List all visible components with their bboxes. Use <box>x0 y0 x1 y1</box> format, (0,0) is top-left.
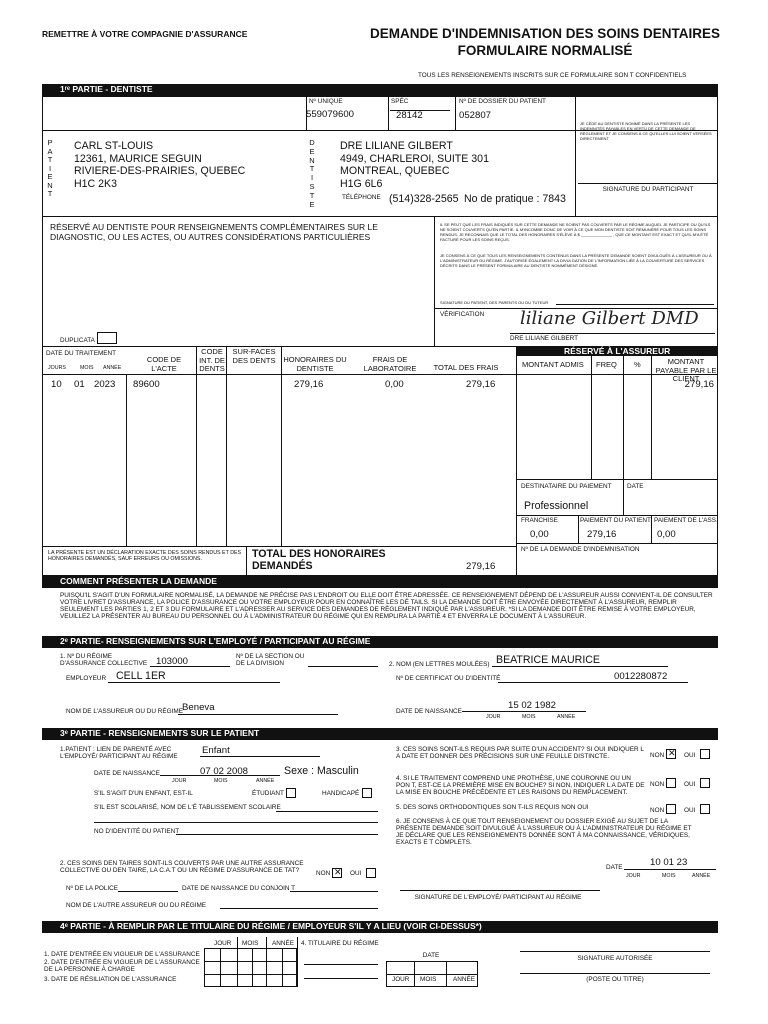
p4-jour: JOUR <box>214 940 232 947</box>
col-freq: FREQ <box>596 360 617 369</box>
part1.dentist_lines-line: MONTREAL, QUEBEC <box>340 165 450 177</box>
p3-date-mois: MOIS <box>662 873 676 879</box>
part1.dentiste_vertical-line: T <box>309 190 315 200</box>
etudiant-checkbox[interactable] <box>286 788 296 798</box>
p3-annee: ANNÉE <box>256 778 275 784</box>
col-date-traitement: DATE DU TRAITEMENT <box>46 350 117 357</box>
col-honoraires: HONORAIRES DU DENTISTE <box>283 355 347 373</box>
spec-value[interactable]: 28142 <box>396 110 423 121</box>
lien-value[interactable]: Enfant <box>202 745 230 756</box>
destinataire-value[interactable]: Professionnel <box>524 500 589 512</box>
verification-label: VÉRIFICATION <box>440 311 485 318</box>
p4-signature-label: SIGNATURE AUTORISÉE <box>577 955 653 962</box>
row-frais-labo[interactable]: 0,00 <box>385 379 404 390</box>
part1.patient_vertical-line: A <box>47 146 53 156</box>
col-annee: ANNÉE <box>103 365 122 371</box>
q4-oui-label: OUI <box>684 781 696 788</box>
naissance-label: DATE DE NAISSANCE <box>396 708 462 715</box>
form-title-line1: DEMANDE D'INDEMNISATION DES SOINS DENTAIRES <box>370 26 720 41</box>
franchise-label: FRANCHISE <box>521 517 558 524</box>
part1.patient_lines-line: CARL ST-LOUIS <box>74 140 154 152</box>
part1.dentiste_vertical-line: D <box>309 138 315 147</box>
part1.dentiste_vertical-line: E <box>309 199 315 209</box>
p3-date-label: DATE <box>606 864 623 871</box>
p3-date-annee: ANNÉE <box>692 873 711 879</box>
part1-bar: 1ʳᵉ PARTIE - DENTISTE <box>42 84 718 96</box>
employeur-label: EMPLOYEUR <box>66 675 107 682</box>
p4-annee: ANNÉE <box>272 940 295 947</box>
assureur-label: NOM DE L'ASSUREUR OU DU RÉGIME <box>66 708 183 715</box>
howto-bar: COMMENT PRÉSENTER LA DEMANDE <box>42 576 718 588</box>
howto-text: PUISQU'IL S'AGIT D'UN FORMULAIRE NORMALISÉ, LA DEMANDE NE PRÉCISE PAS L'ENDROIT OU ELLE DOIT ÊTRE ADRESSÉE. CE RENSEIGNEMENT DÉPEND DE L'ASSUREUR AUSSI CONVIENT-IL DE CONSULTER VOTRE LIVRET D'ASSURANCE, LA POLICE D'ASSURANCE OU VOTRE EMPLOYEUR POUR EN CONNAÎTRE LES DÉ TAILS. SI LA DEMANDE DOIT ÊTRE ENVOYÉE DIRECTEMENT À L'ASSUREUR, REMPLIR SEULEMENT LES PARTIES 1, 2 ET 3 DU FORMULAIRE ET L'ADRESSER AU SERVICE DES DEMANDES DE RÈGLEMENT INDIQUÉ PAR L'ASSUREUR. *SI LA DEMANDE DOIT ÊTRE REMISE À VOTRE EMPLOYEUR, VEUILLEZ LA PRÉSENTER AU BUREAU DU PERSONNEL OU À L'ADMINISTRATEUR DU RÉGIME QUI EN REMPLIRA LA PARTIE 4 ET ENVERRA LE DOCUMENT À L'ASSUREUR. <box>60 592 713 620</box>
question-3: 3. CES SOINS SONT-ILS REQUIS PAR SUITE D'UN ACCIDENT? SI OUI INDIQUER L A DATE ET DONNER DES PRÉCISIONS SUR UNE FEUILLE DISTINCTE. <box>396 746 644 760</box>
declaration-text: LA PRÉSENTE EST UN DÉCLARATION EXACTE DES SOINS RENDUS ET DES HONORAIRES DEMANDÉS, SAUF ERREURS OU OMISSIONS. <box>48 550 242 562</box>
etudiant-label: ÉTUDIANT <box>252 790 284 797</box>
q2-oui-label: OUI <box>350 870 362 877</box>
p2-jour: JOUR <box>486 714 501 720</box>
p4-line3: 3. DATE DE RÉSILIATION DE L'ASSURANCE <box>44 976 177 983</box>
p4-line1: 1. DATE D'ENTRÉE EN VIGUEUR DE L'ASSURANCE <box>44 951 200 958</box>
part3-bar: 3ᵉ PARTIE - RENSEIGNEMENTS SUR LE PATIENT <box>42 728 718 740</box>
part1.dentiste_vertical-line: E <box>309 146 315 156</box>
titulaire-label: 4. TITULAIRE DU RÉGIME <box>301 940 379 947</box>
q3-oui-checkbox[interactable] <box>700 749 710 759</box>
part1.patient_vertical-line: T <box>47 155 53 164</box>
q5-non-checkbox[interactable] <box>666 804 676 814</box>
row-mois[interactable]: 01 <box>74 379 85 390</box>
row-honoraires[interactable]: 279,16 <box>294 379 324 390</box>
cession-text: JE CÈDE AU DENTISTE NOMMÉ DANS LA PRÉSENTE LES INDEMNITÉS PAYABLES EN VERTU DE CETTE DEMANDE DE RÈGLEMENT ET JE CONSENS À CE QU'ELLES LUI SOIENT VERSÉES DIRECTEMENT <box>580 121 712 141</box>
regime-label: 1. Nº DU RÉGIME D'ASSURANCE COLLECTIVE <box>60 653 148 667</box>
p3-date-value[interactable]: 10 01 23 <box>650 857 688 868</box>
identite-label: NO D'IDENTITÉ DU PATIENT <box>94 828 180 835</box>
q3-oui-label: OUI <box>684 752 696 759</box>
paiement-assureur-value[interactable]: 0,00 <box>657 529 676 540</box>
dentiste-vertical-label <box>308 139 316 209</box>
part1.dentist_lines-line: 4949, CHARLEROI, SUITE 301 <box>340 152 489 165</box>
date-paiement-label: DATE <box>627 483 644 490</box>
nom-label: 2. NOM (EN LETTRES MOULÉES) <box>389 661 490 668</box>
part1.dentiste_vertical-line: S <box>309 181 315 191</box>
duplicata-label: DUPLICATA <box>60 337 95 344</box>
question-4: 4. SI LE TRAITEMENT COMPREND UNE PROTHÈSE, UNE COURONNE OU UN PON T, EST-CE LA PREMIÈRE MISE EN BOUCHE? SI NON, INDIQUER L A DATE DE LA MISE EN BOUCHE PRÉCÉDENTE ET LES RAISONS DU REMPLACEMENT. <box>396 775 645 796</box>
scolaire-label: S'IL EST SCOLARISÉ, NOM DE L'É TABLISSEMENT SCOLAIRE <box>94 804 281 811</box>
col-code-dents: CODE INT. DE DENTS <box>199 347 225 373</box>
signature-employe-label: SIGNATURE DE L'EMPLOYÉ/ PARTICIPANT AU RÉGIME <box>414 894 582 901</box>
part1.patient_vertical-line: I <box>48 163 52 173</box>
q2-non-checkbox[interactable]: ✕ <box>334 867 342 877</box>
q3-non-label: NON <box>650 752 665 759</box>
reserve-dentist-text: RÉSERVÉ AU DENTISTE POUR RENSEIGNEMENTS COMPLÉMENTAIRES SUR LE DIAGNOSTIC, OU LES ACTES, OU AUTRES CONSIDÉRATIONS PARTICULIÈRES <box>50 222 378 242</box>
q5-oui-checkbox[interactable] <box>700 804 710 814</box>
etudiant-question: S'IL S'AGIT D'UN ENFANT, EST-IL <box>94 790 193 797</box>
conjoint-label: DATE DE NAISSANCE DU CONJOIN T <box>182 885 296 892</box>
p4-line2: 2. DATE D'ENTRÉE EN VIGUEUR DE L'ASSURANCE DE LA PERSONNE À CHARGE <box>44 959 200 973</box>
nom-value[interactable]: BEATRICE MAURICE <box>496 654 600 666</box>
paiement-patient-label: PAIEMENT DU PATIENT <box>580 517 651 524</box>
part1.dentiste_vertical-line: N <box>309 155 315 165</box>
destinataire-label: DESTINATAIRE DU PAIEMENT <box>521 483 612 490</box>
lien-label: 1.PATIENT : LIEN DE PARENTÉ AVEC L'EMPLOYÉ/ PARTICIPANT AU RÉGIME <box>60 746 178 760</box>
total-honoraires-label: TOTAL DES HONORAIRES DEMANDÉS <box>252 548 386 572</box>
p4-date-label: DATE <box>422 952 440 959</box>
question-6: 6. JE CONSENS À CE QUE TOUT RENSEIGNEMENT OU DOSSIER EXIGÉ AU SUJET DE LA PRÉSENTE DEMANDE SOIT DIVULGUÉ À L'ASSUREUR OU À L'ADMINISTRATEUR DU RÉGIME ET JE DÉCLARE QUE LES RENSEIGNEMENTS DONNÉE SONT À MA CONNAISSANCE, VÉRIDIQUES, EXACTS E T COMPLETS. <box>396 818 692 846</box>
phone-value: (514)328-2565 <box>389 193 459 205</box>
form-title-line2: FORMULAIRE NORMALISÉ <box>457 43 633 58</box>
certificat-value[interactable]: 0012280872 <box>614 671 668 682</box>
part1.patient_vertical-line: E <box>47 172 53 181</box>
p4-date-grid[interactable] <box>204 948 297 987</box>
patient-vertical-label <box>46 139 54 199</box>
col-code-acte: CODE DE L'ACTE <box>146 355 182 373</box>
consent-paragraph-1: IL SE PEUT QUE LES FRAIS INDIQUÉS SUR CETTE DEMANDE NE SOIENT PAS COUVERTS PAR LE RÉGIME AUQUEL JE PARTICIPE OU QU'ILS NE SOIENT COUVERTS QU'EN PARTIE. IL M'INCOMBE DONC DE VOIR À CE QUE MON DENTISTE SOIT RÉMUNÉRÉ POUR TOUS LES SOINS RENDUS. JE RECONNAIS QUE LE TOTAL DES HONORAIRES S'ÉLÈVE À $ ______________ , QUE CE MONTANT EST EXACT ET QU'IL M'A ÉTÉ FACTURÉ POUR LES SOINS REÇUS. <box>440 222 711 242</box>
q2-non-label: NON <box>316 870 331 877</box>
duplicata-checkbox[interactable] <box>97 332 117 344</box>
p2-annee: ANNÉE <box>557 714 576 720</box>
p4-date-jour: JOUR <box>392 976 410 983</box>
handicape-checkbox[interactable] <box>362 788 372 798</box>
p4-poste-label: (POSTE OU TITRE) <box>586 976 644 983</box>
row-annee[interactable]: 2023 <box>94 379 116 390</box>
patient-address <box>74 140 245 190</box>
p2-mois: MOIS <box>522 714 536 720</box>
dentist-name-small: DRE LILIANE GILBERT <box>510 335 579 342</box>
q2-oui-checkbox[interactable] <box>366 868 376 878</box>
dentist-address <box>340 140 489 190</box>
row-code-acte[interactable]: 89600 <box>133 379 160 390</box>
franchise-value[interactable]: 0,00 <box>530 529 549 540</box>
q4-oui-checkbox[interactable] <box>700 778 710 788</box>
p3-naissance-label: DATE DE NAISSANCE <box>94 770 160 777</box>
regime-value[interactable]: 103000 <box>156 656 189 667</box>
col-total-frais: TOTAL DES FRAIS <box>433 363 499 372</box>
reserve-assureur-bar: RÉSERVÉ À L'ASSUREUR <box>516 346 718 356</box>
autre-assureur-label: NOM DE L'AUTRE ASSUREUR OU DU RÉGIME <box>66 902 207 909</box>
no-unique-label: Nº UNIQUE <box>309 98 343 105</box>
col-mois: MOIS <box>80 365 94 371</box>
part1.patient_lines-line: H1C 2K3 <box>74 177 117 190</box>
part1.patient_lines-line: RIVIERE-DES-PRAIRIES, QUEBEC <box>74 165 246 177</box>
q5-oui-label: OUI <box>684 807 696 814</box>
col-montant-admis: MONTANT ADMIS <box>522 360 584 369</box>
handicape-label: HANDICAPÉ <box>322 790 360 797</box>
no-unique-value[interactable]: 559079600 <box>306 109 355 120</box>
no-demande-label: Nº DE LA DEMANDE D'INDEMNISATION <box>521 546 640 553</box>
spec-label: SPÉC <box>391 98 409 105</box>
part1.patient_vertical-line: N <box>47 180 53 190</box>
part1.dentist_lines-line: H1G 6L6 <box>340 177 383 190</box>
col-surfaces: SUR-FACES DES DENTS <box>232 347 276 365</box>
row-total[interactable]: 279,16 <box>466 379 496 390</box>
p3-date-jour: JOUR <box>626 873 641 879</box>
row-jour[interactable]: 10 <box>51 379 62 390</box>
p4-date-mois: MOIS <box>420 976 437 983</box>
dossier-value[interactable]: 052807 <box>459 110 492 121</box>
total-honoraires-value: 279,16 <box>466 561 496 572</box>
col-jours: JOURS <box>48 365 66 371</box>
signature-tutor-label: SIGNATURE DU PATIENT, DES PARENTS OU DU TUTEUR <box>440 300 549 305</box>
p3-mois: MOIS <box>214 778 228 784</box>
question-2-other-insurance: 2. CES SOINS DEN TAIRES SONT-ILS COUVERTS PAR UNE AUTRE ASSURANCE COLLECTIVE OU DEN TAIRE, LA C.A.T OU UN RÉGIME D'ASSURANCE DE TAT? <box>60 860 304 874</box>
dossier-label: Nº DE DOSSIER DU PATIENT <box>459 98 546 105</box>
police-label: Nº DE LA POLICE <box>66 885 119 892</box>
dentist-signature: liliane Gilbert DMD <box>520 308 699 329</box>
part1.dentiste_vertical-line: I <box>310 173 314 183</box>
certificat-label: Nº DE CERTIFICAT OU D'IDENTITÉ <box>396 675 501 682</box>
p3-jour: JOUR <box>172 778 187 784</box>
row-montant-payable[interactable]: 279,16 <box>684 379 714 390</box>
col-pct: % <box>634 360 641 369</box>
p3-naissance-value[interactable]: 07 02 2008 <box>200 766 249 777</box>
part1.dentist_lines-line: DRE LILIANE GILBERT <box>340 140 453 152</box>
phone-label: TÉLÉPHONE <box>342 194 381 201</box>
part1.patient_vertical-line: T <box>47 189 53 198</box>
q5-non-label: NON <box>650 807 665 814</box>
col-montant-payable: MONTANT PAYABLE PAR LE CLIENT <box>655 357 717 383</box>
part1.patient_vertical-line: P <box>47 138 53 147</box>
q3-non-checkbox[interactable]: ✕ <box>668 748 676 758</box>
part2-bar: 2ᵉ PARTIE- RENSEIGNEMENTS SUR L'EMPLOYÉ / PARTICIPANT AU RÉGIME <box>42 636 718 648</box>
question-5: 5. DES SOINS ORTHODONTIQUES SON T-ILS REQUIS NON OUI <box>396 804 589 811</box>
sexe-value: Sexe : Masculin <box>284 765 359 777</box>
practice-number: No de pratique : 7843 <box>464 193 566 205</box>
part4-bar: 4ᵉ PARTIE - À REMPLIR PAR LE TITULAIRE DU RÉGIME / EMPLOYEUR S'IL Y A LIEU (VOIR CI-DESSUS*) <box>42 921 718 933</box>
header-left-title: REMETTRE À VOTRE COMPAGNIE D'ASSURANCE <box>42 29 248 39</box>
signature-participant-label: SIGNATURE DU PARTICIPANT <box>602 186 694 193</box>
p4-date-annee: ANNÉE <box>453 976 476 983</box>
col-frais-labo: FRAIS DE LABORATOIRE <box>363 355 417 373</box>
assureur-value[interactable]: Beneva <box>182 702 215 713</box>
q4-non-label: NON <box>650 781 665 788</box>
confidential-note: TOUS LES RENSEIGNEMENTS INSCRITS SUR CE FORMULAIRE SON T CONFIDENTIELS <box>418 72 687 79</box>
consent-paragraph-2: JE CONSENS À CE QUE TOUS LES RENSEIGNEMENTS CONTENUS DANS LA PRÉSENTE DEMANDE SOIENT DIVULGUÉS À L'ASSUREUR OU À L'ADMINISTRATEUR DU RÉGIME. J'AUTORISE ÉGALEMENT LA DIVULGATION DE L'INFORMATION LIÉE À LA COUVERTURE DES SERVICES DÉCRITS DANS LE PRÉSENT FORMULAIRE AU DENTISTE NOMMÉMENT DÉSIGNÉ. <box>440 253 712 268</box>
paiement-patient-value[interactable]: 279,16 <box>587 529 617 540</box>
paiement-assureur-label: PAIEMENT DE L'ASS. <box>654 517 718 524</box>
employeur-value[interactable]: CELL 1ER <box>116 670 166 682</box>
part1.patient_lines-line: 12361, MAURICE SEGUIN <box>74 152 202 165</box>
section-label: Nº DE LA SECTION OU DE LA DIVISION <box>236 653 305 667</box>
q4-non-checkbox[interactable] <box>666 778 676 788</box>
naissance-value[interactable]: 15 02 1982 <box>508 700 557 711</box>
part1.dentiste_vertical-line: T <box>309 164 315 174</box>
p4-mois: MOIS <box>242 940 259 947</box>
